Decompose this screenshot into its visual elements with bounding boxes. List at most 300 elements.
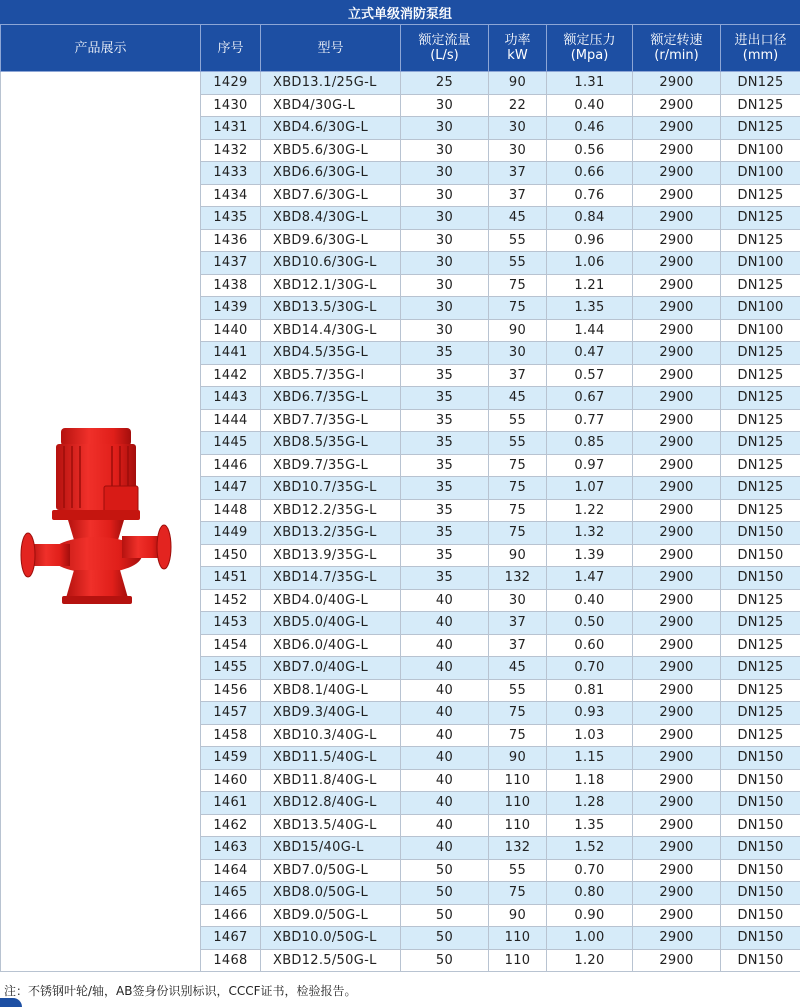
cell-model: XBD7.6/30G-L [261, 184, 401, 207]
cell-speed: 2900 [633, 499, 721, 522]
cell-port: DN125 [721, 229, 800, 252]
cell-power: 55 [489, 859, 547, 882]
cell-pressure: 0.96 [547, 229, 633, 252]
cell-seq: 1442 [201, 364, 261, 387]
cell-model: XBD6.6/30G-L [261, 162, 401, 185]
cell-seq: 1464 [201, 859, 261, 882]
cell-seq: 1435 [201, 207, 261, 230]
cell-flow: 35 [401, 364, 489, 387]
cell-speed: 2900 [633, 94, 721, 117]
cell-model: XBD7.0/40G-L [261, 657, 401, 680]
cell-seq: 1449 [201, 522, 261, 545]
header-row [1, 25, 800, 72]
cell-flow: 25 [401, 72, 489, 95]
cell-seq: 1456 [201, 679, 261, 702]
cell-speed: 2900 [633, 364, 721, 387]
cell-flow: 50 [401, 927, 489, 950]
cell-flow: 50 [401, 904, 489, 927]
cell-pressure: 1.06 [547, 252, 633, 275]
cell-port: DN125 [721, 207, 800, 230]
cell-port: DN150 [721, 792, 800, 815]
cell-speed: 2900 [633, 904, 721, 927]
cell-model: XBD6.7/35G-L [261, 387, 401, 410]
col-header-flow-unit: (L/s) [430, 48, 459, 63]
fire-pump-image [16, 420, 186, 620]
cell-flow: 35 [401, 432, 489, 455]
cell-power: 75 [489, 702, 547, 725]
cell-model: XBD8.1/40G-L [261, 679, 401, 702]
cell-pressure: 1.44 [547, 319, 633, 342]
cell-flow: 40 [401, 589, 489, 612]
cell-port: DN100 [721, 139, 800, 162]
cell-pressure: 0.40 [547, 94, 633, 117]
cell-power: 37 [489, 634, 547, 657]
col-header-power-unit: kW [507, 48, 528, 63]
cell-model: XBD5.6/30G-L [261, 139, 401, 162]
cell-speed: 2900 [633, 117, 721, 140]
cell-flow: 35 [401, 387, 489, 410]
cell-seq: 1450 [201, 544, 261, 567]
cell-seq: 1439 [201, 297, 261, 320]
cell-seq: 1434 [201, 184, 261, 207]
cell-power: 55 [489, 679, 547, 702]
cell-speed: 2900 [633, 679, 721, 702]
cell-speed: 2900 [633, 319, 721, 342]
cell-speed: 2900 [633, 927, 721, 950]
cell-port: DN125 [721, 184, 800, 207]
cell-port: DN100 [721, 252, 800, 275]
cell-power: 75 [489, 724, 547, 747]
cell-pressure: 0.70 [547, 859, 633, 882]
cell-power: 37 [489, 184, 547, 207]
cell-flow: 40 [401, 769, 489, 792]
cell-seq: 1446 [201, 454, 261, 477]
cell-power: 30 [489, 139, 547, 162]
cell-speed: 2900 [633, 139, 721, 162]
cell-port: DN125 [721, 387, 800, 410]
col-header-flow [401, 25, 489, 72]
cell-power: 90 [489, 544, 547, 567]
cell-port: DN150 [721, 882, 800, 905]
cell-seq: 1461 [201, 792, 261, 815]
cell-seq: 1465 [201, 882, 261, 905]
col-header-power-name: 功率 [504, 33, 531, 48]
cell-speed: 2900 [633, 882, 721, 905]
cell-pressure: 1.07 [547, 477, 633, 500]
cell-power: 45 [489, 207, 547, 230]
cell-seq: 1462 [201, 814, 261, 837]
cell-pressure: 1.35 [547, 814, 633, 837]
cell-power: 55 [489, 252, 547, 275]
cell-port: DN125 [721, 274, 800, 297]
cell-port: DN150 [721, 904, 800, 927]
cell-pressure: 1.20 [547, 949, 633, 972]
cell-model: XBD8.4/30G-L [261, 207, 401, 230]
cell-model: XBD4.6/30G-L [261, 117, 401, 140]
cell-power: 110 [489, 927, 547, 950]
cell-flow: 30 [401, 252, 489, 275]
cell-model: XBD15/40G-L [261, 837, 401, 860]
cell-model: XBD12.1/30G-L [261, 274, 401, 297]
cell-port: DN125 [721, 679, 800, 702]
cell-power: 75 [489, 499, 547, 522]
cell-power: 22 [489, 94, 547, 117]
cell-pressure: 0.76 [547, 184, 633, 207]
cell-power: 75 [489, 297, 547, 320]
cell-pressure: 0.90 [547, 904, 633, 927]
cell-model: XBD14.7/35G-L [261, 567, 401, 590]
cell-port: DN150 [721, 949, 800, 972]
cell-pressure: 0.60 [547, 634, 633, 657]
cell-flow: 40 [401, 634, 489, 657]
cell-model: XBD4.0/40G-L [261, 589, 401, 612]
cell-power: 55 [489, 432, 547, 455]
cell-seq: 1448 [201, 499, 261, 522]
cell-model: XBD8.5/35G-L [261, 432, 401, 455]
cell-power: 37 [489, 162, 547, 185]
cell-seq: 1466 [201, 904, 261, 927]
cell-port: DN125 [721, 634, 800, 657]
cell-model: XBD13.9/35G-L [261, 544, 401, 567]
cell-power: 75 [489, 274, 547, 297]
cell-port: DN100 [721, 319, 800, 342]
cell-pressure: 1.22 [547, 499, 633, 522]
cell-model: XBD5.0/40G-L [261, 612, 401, 635]
cell-power: 75 [489, 882, 547, 905]
cell-flow: 40 [401, 612, 489, 635]
cell-pressure: 0.85 [547, 432, 633, 455]
cell-power: 110 [489, 792, 547, 815]
cell-flow: 40 [401, 814, 489, 837]
cell-port: DN150 [721, 567, 800, 590]
cell-pressure: 1.00 [547, 927, 633, 950]
cell-pressure: 0.77 [547, 409, 633, 432]
cell-speed: 2900 [633, 724, 721, 747]
cell-speed: 2900 [633, 274, 721, 297]
cell-flow: 40 [401, 792, 489, 815]
product-image-cell [1, 72, 201, 972]
cell-port: DN150 [721, 769, 800, 792]
col-header-port-name: 进出口径 [734, 33, 787, 48]
cell-model: XBD13.5/40G-L [261, 814, 401, 837]
cell-port: DN150 [721, 747, 800, 770]
cell-flow: 30 [401, 184, 489, 207]
cell-port: DN125 [721, 94, 800, 117]
cell-pressure: 1.18 [547, 769, 633, 792]
cell-seq: 1458 [201, 724, 261, 747]
cell-pressure: 0.66 [547, 162, 633, 185]
cell-power: 132 [489, 567, 547, 590]
cell-seq: 1454 [201, 634, 261, 657]
cell-power: 55 [489, 229, 547, 252]
cell-speed: 2900 [633, 207, 721, 230]
cell-model: XBD6.0/40G-L [261, 634, 401, 657]
cell-model: XBD13.5/30G-L [261, 297, 401, 320]
cell-speed: 2900 [633, 747, 721, 770]
cell-flow: 30 [401, 207, 489, 230]
col-header-model: 型号 [261, 25, 401, 72]
corner-decoration [0, 998, 22, 1007]
cell-flow: 35 [401, 567, 489, 590]
cell-flow: 35 [401, 544, 489, 567]
cell-speed: 2900 [633, 702, 721, 725]
cell-flow: 40 [401, 837, 489, 860]
col-header-seq: 序号 [201, 25, 261, 72]
cell-seq: 1455 [201, 657, 261, 680]
col-header-speed [633, 25, 721, 72]
cell-speed: 2900 [633, 297, 721, 320]
cell-speed: 2900 [633, 634, 721, 657]
cell-power: 75 [489, 522, 547, 545]
cell-port: DN125 [721, 432, 800, 455]
cell-flow: 30 [401, 94, 489, 117]
cell-flow: 30 [401, 162, 489, 185]
cell-seq: 1436 [201, 229, 261, 252]
cell-power: 37 [489, 364, 547, 387]
table-body [1, 72, 800, 972]
cell-port: DN100 [721, 162, 800, 185]
cell-flow: 35 [401, 454, 489, 477]
cell-flow: 50 [401, 882, 489, 905]
cell-flow: 40 [401, 657, 489, 680]
cell-flow: 30 [401, 274, 489, 297]
cell-speed: 2900 [633, 477, 721, 500]
cell-seq: 1453 [201, 612, 261, 635]
col-header-port-unit: (mm) [742, 48, 779, 63]
cell-speed: 2900 [633, 837, 721, 860]
col-header-pressure-name: 额定压力 [563, 33, 616, 48]
cell-flow: 30 [401, 297, 489, 320]
cell-speed: 2900 [633, 162, 721, 185]
cell-speed: 2900 [633, 184, 721, 207]
cell-model: XBD11.8/40G-L [261, 769, 401, 792]
cell-port: DN125 [721, 117, 800, 140]
footnote: 注：不锈钢叶轮/轴，AB签身份识别标识，CCCF证书，检验报告。 [4, 984, 357, 998]
col-header-pressure [547, 25, 633, 72]
cell-flow: 50 [401, 859, 489, 882]
cell-pressure: 0.67 [547, 387, 633, 410]
cell-model: XBD13.2/35G-L [261, 522, 401, 545]
cell-model: XBD12.8/40G-L [261, 792, 401, 815]
col-header-port [721, 25, 800, 72]
cell-pressure: 1.21 [547, 274, 633, 297]
cell-power: 90 [489, 72, 547, 95]
cell-flow: 30 [401, 139, 489, 162]
cell-flow: 40 [401, 702, 489, 725]
cell-model: XBD14.4/30G-L [261, 319, 401, 342]
cell-flow: 35 [401, 409, 489, 432]
cell-power: 45 [489, 657, 547, 680]
cell-model: XBD4/30G-L [261, 94, 401, 117]
cell-port: DN125 [721, 409, 800, 432]
cell-seq: 1430 [201, 94, 261, 117]
cell-flow: 35 [401, 499, 489, 522]
cell-port: DN125 [721, 657, 800, 680]
cell-speed: 2900 [633, 522, 721, 545]
cell-speed: 2900 [633, 454, 721, 477]
cell-flow: 35 [401, 342, 489, 365]
cell-port: DN125 [721, 724, 800, 747]
cell-power: 45 [489, 387, 547, 410]
cell-model: XBD7.7/35G-L [261, 409, 401, 432]
cell-flow: 40 [401, 724, 489, 747]
cell-model: XBD9.7/35G-L [261, 454, 401, 477]
cell-flow: 30 [401, 319, 489, 342]
cell-port: DN125 [721, 499, 800, 522]
cell-port: DN125 [721, 72, 800, 95]
cell-model: XBD7.0/50G-L [261, 859, 401, 882]
cell-model: XBD10.0/50G-L [261, 927, 401, 950]
cell-model: XBD9.3/40G-L [261, 702, 401, 725]
cell-power: 110 [489, 814, 547, 837]
cell-power: 132 [489, 837, 547, 860]
cell-speed: 2900 [633, 769, 721, 792]
cell-speed: 2900 [633, 72, 721, 95]
cell-model: XBD10.3/40G-L [261, 724, 401, 747]
cell-power: 90 [489, 904, 547, 927]
cell-pressure: 0.93 [547, 702, 633, 725]
cell-pressure: 0.47 [547, 342, 633, 365]
cell-speed: 2900 [633, 949, 721, 972]
cell-seq: 1467 [201, 927, 261, 950]
cell-seq: 1451 [201, 567, 261, 590]
cell-seq: 1444 [201, 409, 261, 432]
cell-model: XBD5.7/35G-l [261, 364, 401, 387]
cell-seq: 1459 [201, 747, 261, 770]
cell-pressure: 1.39 [547, 544, 633, 567]
cell-power: 30 [489, 342, 547, 365]
col-header-pressure-unit: (Mpa) [570, 48, 609, 63]
cell-seq: 1443 [201, 387, 261, 410]
cell-pressure: 0.50 [547, 612, 633, 635]
cell-port: DN150 [721, 859, 800, 882]
cell-model: XBD12.2/35G-L [261, 499, 401, 522]
cell-pressure: 0.84 [547, 207, 633, 230]
cell-speed: 2900 [633, 409, 721, 432]
cell-model: XBD11.5/40G-L [261, 747, 401, 770]
cell-pressure: 1.31 [547, 72, 633, 95]
cell-speed: 2900 [633, 229, 721, 252]
cell-power: 110 [489, 949, 547, 972]
cell-port: DN100 [721, 297, 800, 320]
cell-power: 37 [489, 612, 547, 635]
cell-pressure: 0.80 [547, 882, 633, 905]
cell-seq: 1437 [201, 252, 261, 275]
cell-speed: 2900 [633, 342, 721, 365]
col-header-power [489, 25, 547, 72]
cell-flow: 40 [401, 679, 489, 702]
col-header-flow-name: 额定流量 [418, 33, 471, 48]
cell-power: 30 [489, 117, 547, 140]
cell-speed: 2900 [633, 612, 721, 635]
cell-pressure: 1.03 [547, 724, 633, 747]
cell-model: XBD10.7/35G-L [261, 477, 401, 500]
cell-model: XBD13.1/25G-L [261, 72, 401, 95]
cell-flow: 40 [401, 747, 489, 770]
cell-speed: 2900 [633, 657, 721, 680]
cell-speed: 2900 [633, 544, 721, 567]
cell-port: DN125 [721, 612, 800, 635]
cell-seq: 1447 [201, 477, 261, 500]
cell-port: DN125 [721, 342, 800, 365]
cell-port: DN125 [721, 454, 800, 477]
cell-model: XBD9.6/30G-L [261, 229, 401, 252]
cell-port: DN150 [721, 544, 800, 567]
cell-port: DN150 [721, 522, 800, 545]
col-header-speed-name: 额定转速 [650, 33, 703, 48]
cell-seq: 1440 [201, 319, 261, 342]
cell-model: XBD8.0/50G-L [261, 882, 401, 905]
table-title: 立式单级消防泵组 [0, 0, 800, 24]
cell-seq: 1432 [201, 139, 261, 162]
cell-pressure: 1.35 [547, 297, 633, 320]
cell-port: DN150 [721, 927, 800, 950]
cell-pressure: 0.81 [547, 679, 633, 702]
cell-seq: 1441 [201, 342, 261, 365]
cell-seq: 1429 [201, 72, 261, 95]
cell-seq: 1460 [201, 769, 261, 792]
cell-pressure: 1.32 [547, 522, 633, 545]
cell-power: 75 [489, 454, 547, 477]
cell-pressure: 1.15 [547, 747, 633, 770]
cell-pressure: 1.52 [547, 837, 633, 860]
col-header-speed-unit: (r/min) [654, 48, 699, 63]
cell-model: XBD4.5/35G-L [261, 342, 401, 365]
spec-table [0, 24, 800, 972]
cell-speed: 2900 [633, 859, 721, 882]
cell-port: DN125 [721, 364, 800, 387]
cell-model: XBD9.0/50G-L [261, 904, 401, 927]
cell-power: 75 [489, 477, 547, 500]
cell-speed: 2900 [633, 567, 721, 590]
cell-pressure: 0.56 [547, 139, 633, 162]
cell-power: 30 [489, 589, 547, 612]
cell-power: 90 [489, 747, 547, 770]
cell-speed: 2900 [633, 589, 721, 612]
cell-pressure: 0.57 [547, 364, 633, 387]
cell-port: DN150 [721, 814, 800, 837]
cell-seq: 1445 [201, 432, 261, 455]
cell-seq: 1433 [201, 162, 261, 185]
cell-speed: 2900 [633, 814, 721, 837]
cell-pressure: 0.97 [547, 454, 633, 477]
cell-flow: 35 [401, 477, 489, 500]
cell-seq: 1468 [201, 949, 261, 972]
cell-flow: 30 [401, 117, 489, 140]
cell-pressure: 1.28 [547, 792, 633, 815]
cell-seq: 1452 [201, 589, 261, 612]
cell-port: DN125 [721, 702, 800, 725]
cell-port: DN125 [721, 477, 800, 500]
cell-flow: 30 [401, 229, 489, 252]
cell-port: DN125 [721, 589, 800, 612]
cell-power: 90 [489, 319, 547, 342]
table-row [1, 72, 800, 95]
cell-power: 55 [489, 409, 547, 432]
cell-seq: 1438 [201, 274, 261, 297]
cell-seq: 1457 [201, 702, 261, 725]
cell-port: DN150 [721, 837, 800, 860]
cell-speed: 2900 [633, 252, 721, 275]
cell-seq: 1463 [201, 837, 261, 860]
cell-pressure: 0.40 [547, 589, 633, 612]
cell-seq: 1431 [201, 117, 261, 140]
cell-pressure: 1.47 [547, 567, 633, 590]
cell-model: XBD12.5/50G-L [261, 949, 401, 972]
cell-speed: 2900 [633, 432, 721, 455]
cell-power: 110 [489, 769, 547, 792]
cell-speed: 2900 [633, 792, 721, 815]
